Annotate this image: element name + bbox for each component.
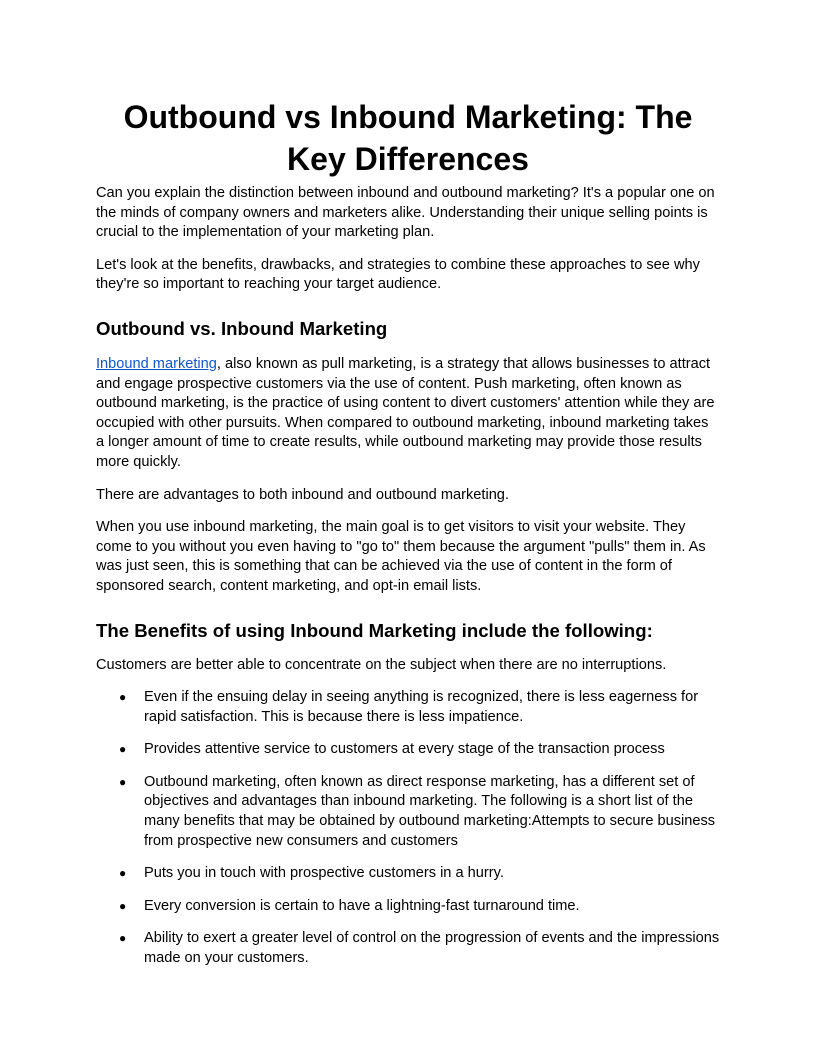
section1-paragraph-1 [96, 355, 720, 473]
section-heading-outbound-vs-inbound: Outbound vs. Inbound Marketing [96, 317, 388, 339]
bullet-icon: ● [119, 774, 127, 789]
benefits-list [96, 688, 720, 969]
intro-paragraph-2: Let's look at the benefits, drawbacks, and strategies to combine these approaches to see why they're so important to reaching your target audience. [96, 256, 700, 293]
section1-paragraph-3: When you use inbound marketing, the main goal is to get visitors to visit your website. They come to you without you even having to "go to" them because the argument "pulls" them in. As was just seen, this is something that can be achieved via the use of content in the form of sponsored search, content marketing, and opt-in email lists. [96, 519, 706, 594]
bullet-icon: ● [119, 742, 127, 757]
intro-paragraph-1: Can you explain the distinction between inbound and outbound marketing? It's a popular one on the minds of company owners and marketers alike. Understanding their unique selling points is crucial to the implementation of your marketing plan. [96, 185, 715, 241]
list-item-text: Provides attentive service to customers at every stage of the transaction process [144, 741, 665, 758]
list-item-text: Outbound marketing, often known as direct response marketing, has a different set of objectives and advantages than inbound marketing. The following is a short list of the many benefits that may be obtained by outbound marketing:Attempts to secure business from prospective new consumers and customers [144, 773, 716, 849]
bullet-icon: ● [119, 866, 127, 881]
list-item [96, 864, 720, 884]
section1-paragraph-1-text: , also known as pull marketing, is a strategy that allows businesses to attract and engage prospective customers via the use of content. Push marketing, often known as outbound marketing, is the practice of using content to divert customers' attention while they are occupied with other pursuits. When compared to outbound marketing, inbound marketing takes a longer amount of time to create results, while outbound marketing may provide those results more quickly. [96, 355, 715, 470]
document-body [96, 96, 720, 982]
section1-paragraph-2: There are advantages to both inbound and outbound marketing. [96, 486, 509, 503]
list-item-text: Even if the ensuing delay in seeing anything is recognized, there is less eagerness for rapid satisfaction. This is because there is less impatience. [144, 689, 699, 725]
list-item [96, 929, 720, 968]
section-heading-benefits: The Benefits of using Inbound Marketing include the following: [96, 619, 653, 641]
inbound-marketing-link[interactable]: Inbound marketing [96, 355, 217, 372]
list-item-text: Ability to exert a greater level of control on the progression of events and the impressions made on your customers. [144, 930, 720, 967]
list-item [96, 773, 720, 851]
list-item-text: Every conversion is certain to have a lightning-fast turnaround time. [144, 897, 580, 914]
list-item [96, 688, 720, 727]
list-item [96, 897, 720, 917]
list-item-text: Puts you in touch with prospective customers in a hurry. [144, 865, 504, 882]
list-item [96, 740, 720, 760]
bullet-icon: ● [119, 931, 127, 946]
page-title: Outbound vs Inbound Marketing: The Key Differences [123, 99, 693, 177]
bullet-icon: ● [119, 690, 127, 705]
bullet-icon: ● [119, 898, 127, 913]
section2-lead-paragraph: Customers are better able to concentrate on the subject when there are no interruptions. [96, 656, 667, 673]
